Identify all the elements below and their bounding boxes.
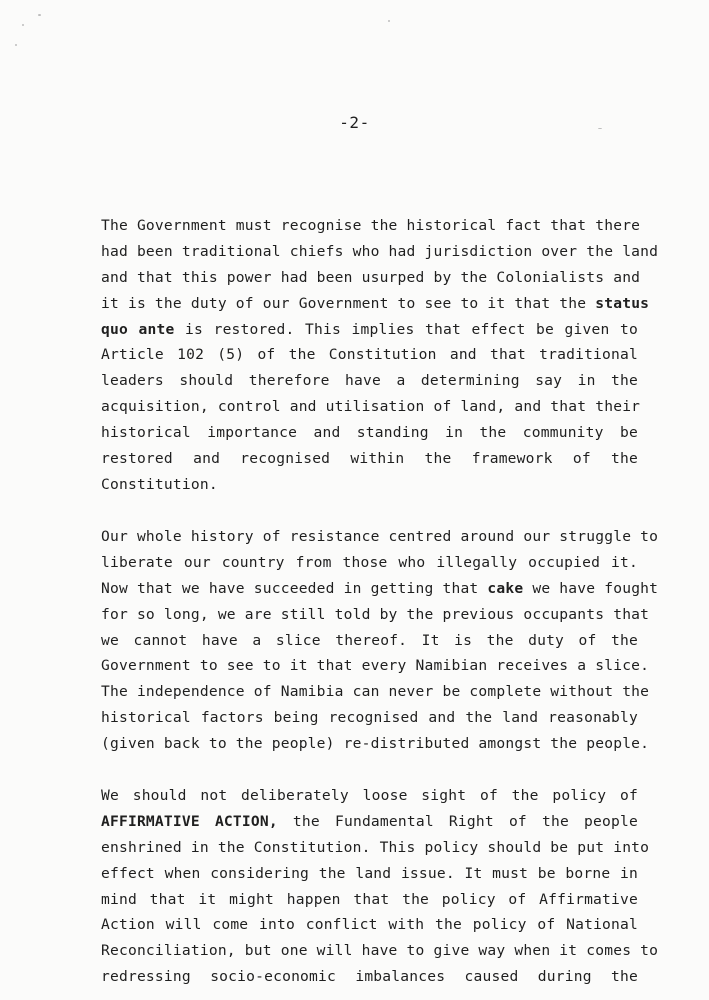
text-line: Government to see to it that every Namibian receives a slice. <box>101 657 650 675</box>
text-line: acquisition, control and utilisation of land, and that their <box>101 398 641 416</box>
text-line: Constitution. <box>101 475 218 493</box>
text-line: Reconciliation, but one will have to give way when it comes to <box>101 942 659 960</box>
text-line: redressing socio-economic imbalances caused during the <box>101 968 638 986</box>
text-line: restored and recognised within the framework of the <box>101 450 638 468</box>
scan-speck <box>22 24 24 26</box>
emphasis-quo-ante: quo ante <box>101 320 175 338</box>
text-line: we cannot have a slice thereof. It is the duty of the <box>101 631 638 649</box>
text-line: quo ante is restored. This implies that effect be given to <box>101 320 639 338</box>
scan-speck <box>15 44 17 46</box>
text-line: mind that it might happen that the policy of Affirmative <box>101 890 638 908</box>
text-line: Now that we have succeeded in getting that cake we have fought <box>101 579 659 597</box>
emphasis-affirmative-action: AFFIRMATIVE ACTION, <box>101 812 278 830</box>
paragraph-traditional-chiefs <box>101 213 659 498</box>
paragraph-history-of-resistance <box>101 524 659 757</box>
emphasis-status: status <box>595 294 650 312</box>
text-line: and that this power had been usurped by the Colonialists and <box>101 268 641 286</box>
text-line: We should not deliberately loose sight of the policy of <box>101 787 638 804</box>
text-line: it is the duty of our Government to see to it that the status <box>101 294 650 312</box>
text-line: for so long, we are still told by the previous occupants that <box>101 605 650 623</box>
text-line: effect when considering the land issue. It must be borne in <box>101 864 638 882</box>
scan-speck <box>38 14 41 16</box>
page-number: -2- <box>339 113 370 132</box>
text-line: AFFIRMATIVE ACTION, the Fundamental Right of the people <box>101 812 638 830</box>
text-line: had been traditional chiefs who had jurisdiction over the land <box>101 242 659 260</box>
text-line: enshrined in the Constitution. This policy should be put into <box>101 838 650 856</box>
text-line: The independence of Namibia can never be complete without the <box>101 683 650 701</box>
text-line: (given back to the people) re-distributed amongst the people. <box>101 735 650 753</box>
emphasis-cake: cake <box>487 579 524 597</box>
text-line: historical importance and standing in the community be <box>101 424 638 442</box>
paragraph-affirmative-action <box>101 783 659 990</box>
text-line: Action will come into conflict with the policy of National <box>101 916 638 934</box>
text-line: leaders should therefore have a determining say in the <box>101 372 638 390</box>
text-line: The Government must recognise the historical fact that there <box>101 217 641 234</box>
text-line: historical factors being recognised and the land reasonably <box>101 709 638 727</box>
text-line: liberate our country from those who illegally occupied it. <box>101 553 638 571</box>
text-line: Article 102 (5) of the Constitution and that traditional <box>101 346 638 364</box>
text-line: Our whole history of resistance centred around our struggle to <box>101 528 659 545</box>
scan-speck <box>388 20 390 22</box>
